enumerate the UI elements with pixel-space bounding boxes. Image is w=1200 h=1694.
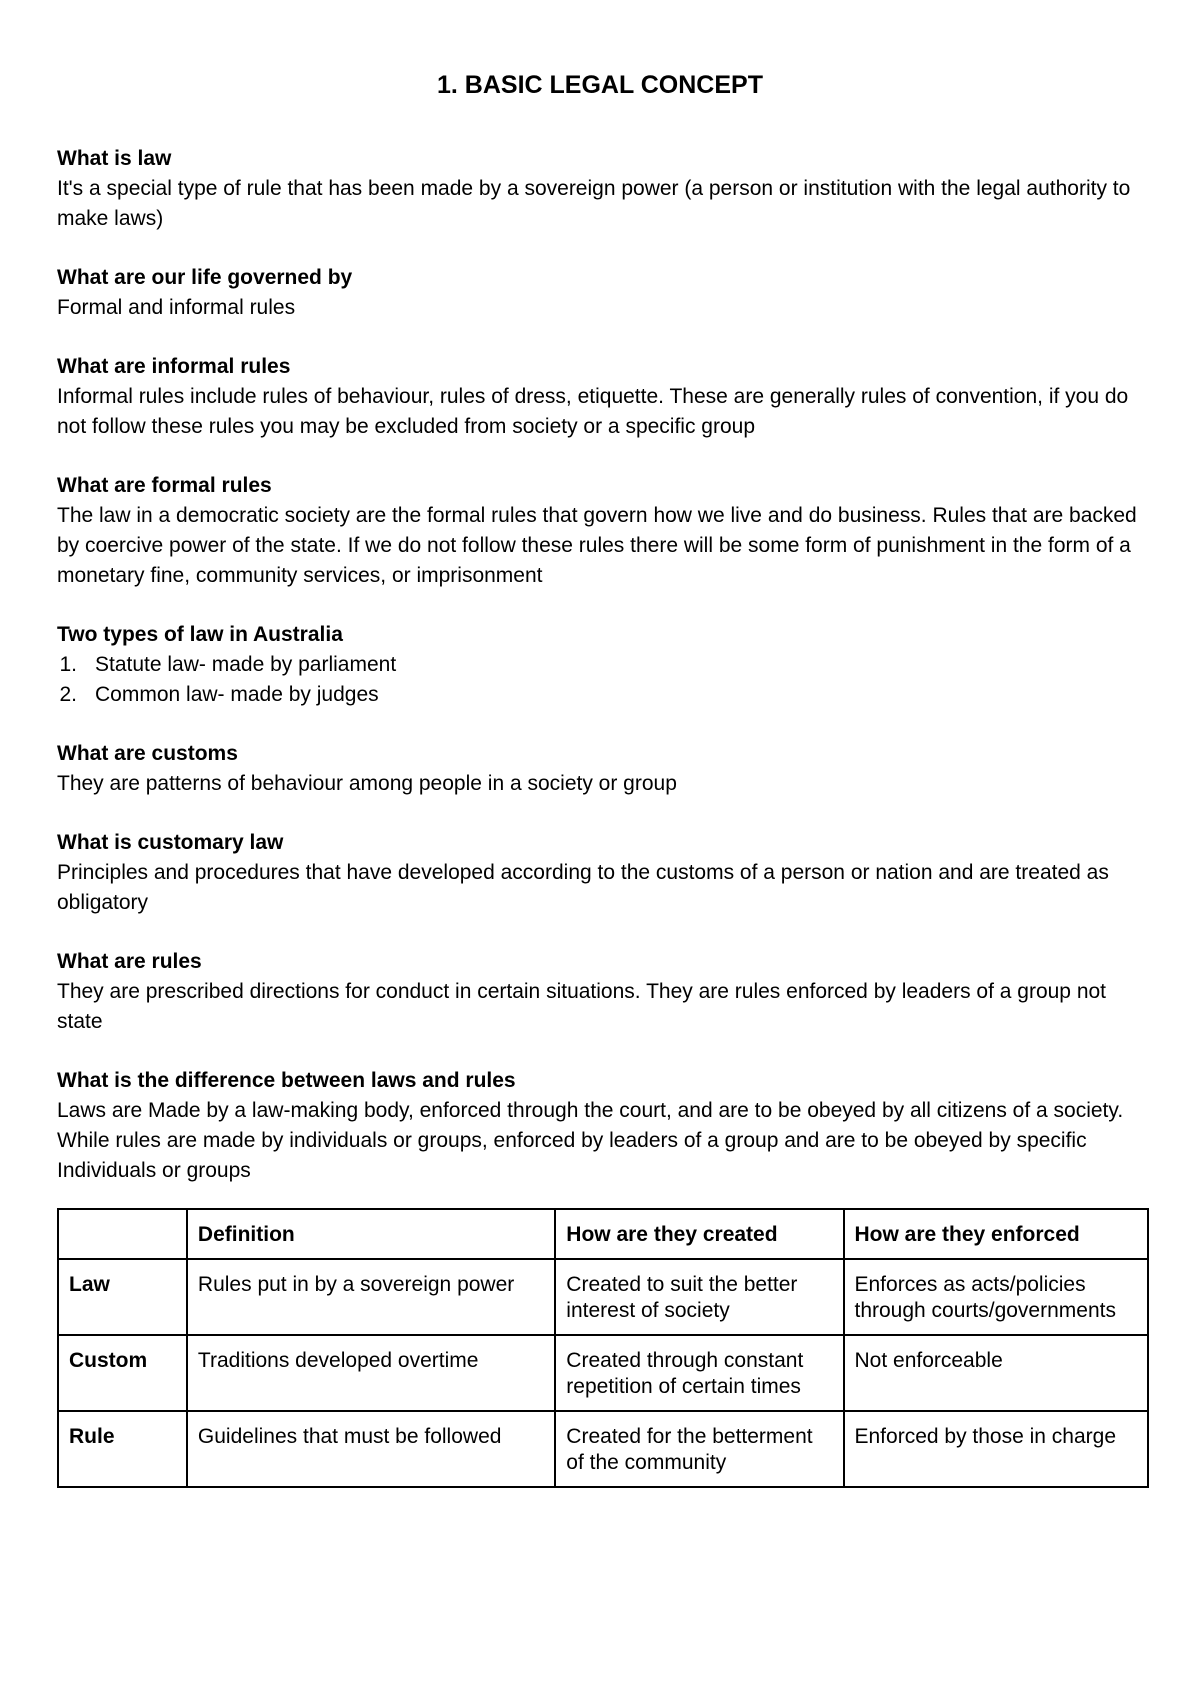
- table-row-label: Law: [58, 1259, 187, 1335]
- section-types-of-law: [57, 620, 1157, 710]
- table-cell: Created to suit the better interest of society: [555, 1259, 843, 1335]
- table-row: [58, 1259, 1148, 1335]
- section-heading: What are informal rules: [57, 355, 291, 378]
- table-cell: Guidelines that must be followed: [187, 1411, 555, 1487]
- table-cell: Traditions developed overtime: [187, 1335, 555, 1411]
- list-number: 1.: [59, 653, 77, 676]
- table-row-label: Rule: [58, 1411, 187, 1487]
- table-header-cell: [58, 1209, 187, 1259]
- section-life-governed: [57, 263, 1157, 323]
- table-row-label: Custom: [58, 1335, 187, 1411]
- section-text: They are patterns of behaviour among people in a society or group: [57, 772, 677, 795]
- section-customs: [57, 739, 1157, 799]
- section-text: They are prescribed directions for conduct in certain situations. They are rules enforced by leaders of a group not state: [57, 980, 1107, 1033]
- table-cell: Enforced by those in charge: [844, 1411, 1149, 1487]
- table-header-cell: Definition: [187, 1209, 555, 1259]
- types-of-law-list: [57, 650, 1157, 710]
- section-heading: What are rules: [57, 950, 202, 973]
- list-item: [57, 680, 1157, 710]
- section-text: The law in a democratic society are the formal rules that govern how we live and do business. Rules that are backed by coercive power of the state. If we do not follow these rules there will be some form of punishment in the form of a monetary fine, community services, or imprisonment: [57, 504, 1137, 587]
- list-number: 2.: [59, 683, 77, 706]
- table-header-cell: How are they created: [555, 1209, 843, 1259]
- section-heading: What is customary law: [57, 831, 284, 854]
- list-item-text: Common law- made by judges: [95, 683, 379, 706]
- section-formal-rules: [57, 471, 1157, 591]
- section-heading: What is the difference between laws and rules: [57, 1069, 516, 1092]
- section-laws-vs-rules: [57, 1066, 1157, 1186]
- document-body: [57, 144, 1157, 1215]
- table-header-cell: How are they enforced: [844, 1209, 1149, 1259]
- section-heading: What are customs: [57, 742, 238, 765]
- section-heading: What are our life governed by: [57, 266, 353, 289]
- section-text: Formal and informal rules: [57, 296, 296, 319]
- section-text: Laws are Made by a law-making body, enforced through the court, and are to be obeyed by all citizens of a society. While rules are made by individuals or groups, enforced by leaders of a group and are to be obeyed by specific Individuals or groups: [57, 1099, 1124, 1182]
- table-cell: Created through constant repetition of certain times: [555, 1335, 843, 1411]
- section-informal-rules: [57, 352, 1157, 442]
- table-row: [58, 1335, 1148, 1411]
- table-cell: Enforces as acts/policies through courts/governments: [844, 1259, 1149, 1335]
- table-cell: Rules put in by a sovereign power: [187, 1259, 555, 1335]
- comparison-table: [57, 1208, 1149, 1488]
- table-header-row: [58, 1209, 1148, 1259]
- section-heading: Two types of law in Australia: [57, 623, 343, 646]
- page-title: 1. BASIC LEGAL CONCEPT: [437, 71, 763, 99]
- section-rules: [57, 947, 1157, 1037]
- section-heading: What are formal rules: [57, 474, 272, 497]
- section-text: Principles and procedures that have developed according to the customs of a person or nation and are treated as obligatory: [57, 861, 1109, 914]
- section-customary-law: [57, 828, 1157, 918]
- list-item: [57, 650, 1157, 680]
- section-heading: What is law: [57, 147, 172, 170]
- section-text: It's a special type of rule that has been made by a sovereign power (a person or institution with the legal authority to make laws): [57, 177, 1131, 230]
- section-text: Informal rules include rules of behaviour, rules of dress, etiquette. These are generally rules of convention, if you do not follow these rules you may be excluded from society or a specific group: [57, 385, 1129, 438]
- list-item-text: Statute law- made by parliament: [95, 653, 397, 676]
- table-cell: Not enforceable: [844, 1335, 1149, 1411]
- table-cell: Created for the betterment of the community: [555, 1411, 843, 1487]
- table-row: [58, 1411, 1148, 1487]
- section-what-is-law: [57, 144, 1157, 234]
